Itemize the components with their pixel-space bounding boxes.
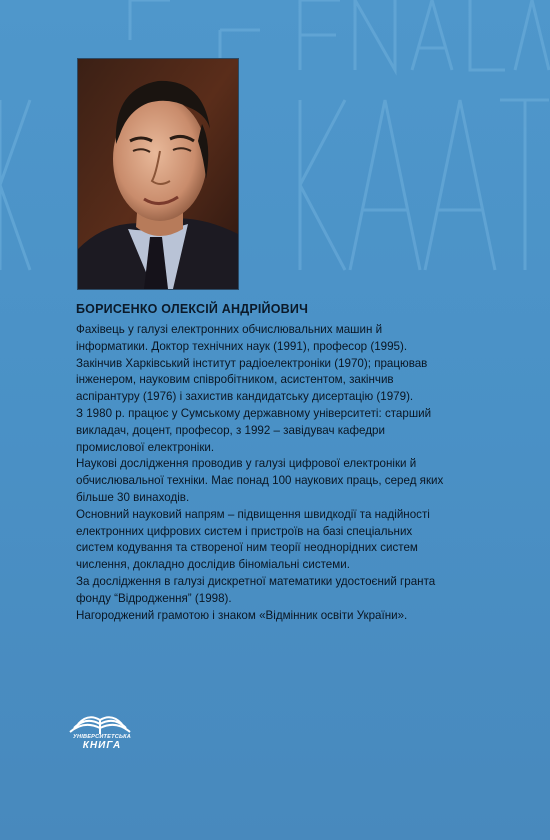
- bio-line: З 1980 р. працює у Сумському державному університеті: старший: [76, 406, 432, 420]
- bio-line: інженером, науковим співробітником, асистентом, закінчив: [76, 373, 394, 387]
- bio-line: Фахівець у галузі електронних обчислювальних машин й: [76, 323, 383, 336]
- bio-line: викладач, доцент, професор, з 1992 – завідувач кафедри: [76, 423, 385, 437]
- bio-line: систем кодування та створеної ним теорії неоднорідних систем: [76, 541, 418, 555]
- bio-line: електронних цифрових систем і пристроїв на базі спеціальних: [76, 524, 413, 538]
- bio-line: Основний науковий напрям – підвищення швидкодії та надійності: [76, 507, 430, 521]
- bio-line: промислової електроніки.: [76, 440, 215, 454]
- author-name: БОРИСЕНКО ОЛЕКСІЙ АНДРІЙОВИЧ: [76, 302, 309, 316]
- bio-line: Закінчив Харківський інститут радіоелектроніки (1970); працював: [76, 356, 428, 370]
- bio-line: обчислювальної техніки. Має понад 100 наукових праць, серед яких: [76, 474, 444, 488]
- author-photo: [77, 58, 239, 290]
- bio-line: аспірантуру (1976) і захистив кандидатську дисертацію (1979).: [76, 390, 414, 404]
- publisher-logo-line1: УНІВЕРСИТЕТСЬКА: [73, 734, 131, 740]
- author-biography: [76, 322, 448, 624]
- bio-line: Наукові дослідження проводив у галузі цифрової електроніки й: [76, 457, 417, 471]
- publisher-logo-line2: КНИГА: [82, 740, 122, 751]
- bio-line: числення, докладно дослідив біноміальні системи.: [76, 558, 350, 572]
- bio-line: більше 30 винаходів.: [76, 490, 190, 504]
- bio-line: інформатики. Доктор технічних наук (1991), професор (1995).: [76, 339, 408, 353]
- bio-line: За дослідження в галузі дискретної математики удостоєний гранта: [76, 574, 436, 588]
- bio-line: Нагороджений грамотою і знаком «Відмінник освіти України».: [76, 608, 408, 622]
- author-portrait-icon: [78, 59, 238, 289]
- bio-line: фонду “Відродження” (1998).: [76, 591, 232, 605]
